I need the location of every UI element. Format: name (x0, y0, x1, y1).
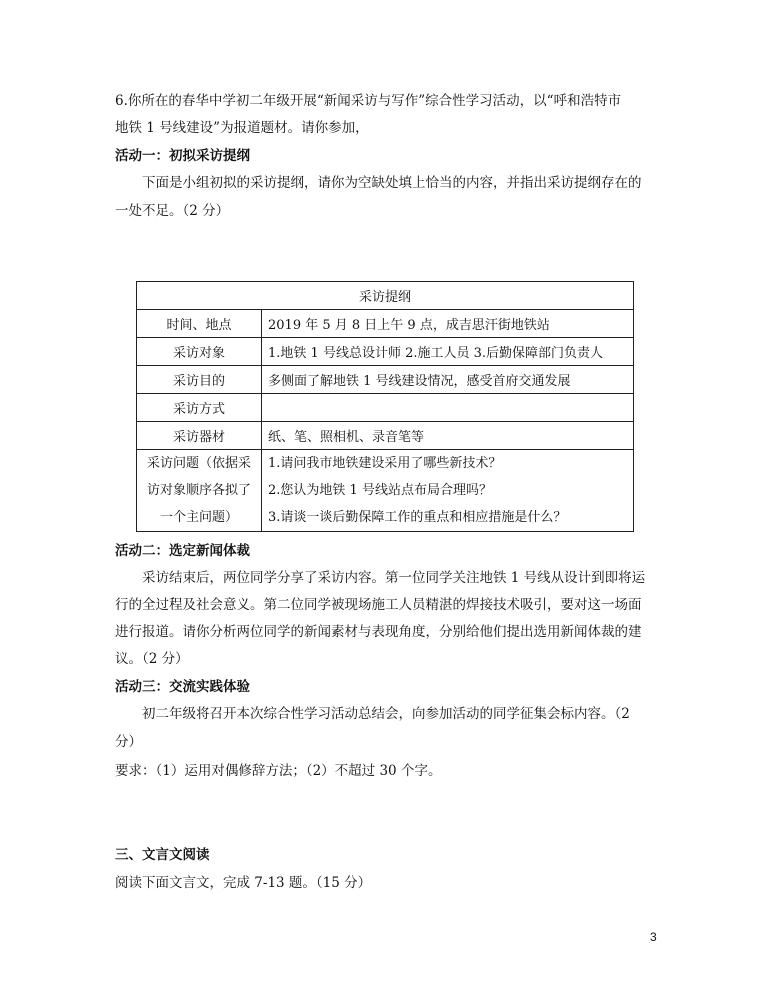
table-row-questions (137, 450, 634, 532)
table-row (137, 338, 634, 366)
row-value: 2019 年 5 月 8 日上午 9 点，成吉思汗街地铁站 (262, 310, 634, 338)
table-row (137, 394, 634, 422)
row-value: 1.地铁 1 号线总设计师 2.施工人员 3.后勤保障部门负责人 (262, 338, 634, 366)
questions-label (137, 450, 262, 532)
table-title: 采访提纲 (137, 282, 634, 310)
activity2-line-1: 采访结束后，两位同学分享了采访内容。第一位同学关注地铁 1 号线从设计到即将运 (142, 570, 646, 586)
activity3-line-2: 分） (115, 734, 142, 750)
row-value: 多侧面了解地铁 1 号线建设情况，感受首府交通发展 (262, 366, 634, 394)
row-label: 采访对象 (137, 338, 262, 366)
row-label: 时间、地点 (137, 310, 262, 338)
q6-line-1: 6.你所在的春华中学初二年级开展“新闻采访与写作”综合性学习活动，以“呼和浩特市 (115, 93, 622, 109)
row-value: 纸、笔、照相机、录音笔等 (262, 422, 634, 450)
q6-line-2: 地铁 1 号线建设”为报道题材。请你参加， (115, 120, 369, 136)
questions-label-line: 一个主问题） (159, 510, 238, 525)
row-label: 采访器材 (137, 422, 262, 450)
blank-answer-cell (262, 394, 634, 422)
row-label: 采访目的 (137, 366, 262, 394)
question-item: 1.请问我市地铁建设采用了哪些新技术？ (268, 456, 502, 471)
activity2-line-2: 行的全过程及社会意义。第二位同学被现场施工人员精湛的焊接技术吸引，要对这一场面 (115, 597, 642, 613)
interview-outline-table (136, 281, 634, 532)
section3-heading: 三、文言文阅读 (115, 847, 210, 863)
question-item: 3.请谈一谈后勤保障工作的重点和相应措施是什么？ (268, 510, 567, 525)
questions-list (262, 450, 634, 532)
activity2-line-3: 进行报道。请你分析两位同学的新闻素材与表现角度，分别给他们提出选用新闻体裁的建 (115, 624, 642, 640)
activity3-heading: 活动三：交流实践体验 (115, 679, 250, 695)
table-row (137, 366, 634, 394)
questions-label-line: 访对象顺序各拟了 (146, 483, 251, 498)
table-title-row (137, 282, 634, 310)
section3-line-1: 阅读下面文言文，完成 7-13 题。（15 分） (115, 875, 372, 891)
question-item: 2.您认为地铁 1 号线站点布局合理吗？ (268, 483, 492, 498)
activity2-heading: 活动二：选定新闻体裁 (115, 543, 250, 559)
activity2-line-4: 议。（2 分） (115, 651, 189, 667)
activity1-heading: 活动一：初拟采访提纲 (115, 148, 250, 164)
table-row (137, 310, 634, 338)
table-row (137, 422, 634, 450)
row-label: 采访方式 (137, 394, 262, 422)
activity3-requirement: 要求：（1）运用对偶修辞方法；（2）不超过 30 个字。 (115, 763, 442, 779)
activity3-line-1: 初二年级将召开本次综合性学习活动总结会，向参加活动的同学征集会标内容。（2 (142, 706, 630, 722)
page-number: 3 (650, 930, 657, 944)
activity1-line-1: 下面是小组初拟的采访提纲，请你为空缺处填上恰当的内容，并指出采访提纲存在的 (142, 175, 642, 191)
questions-label-line: 采访问题（依据采 (146, 456, 251, 471)
activity1-line-2: 一处不足。（2 分） (115, 203, 230, 219)
